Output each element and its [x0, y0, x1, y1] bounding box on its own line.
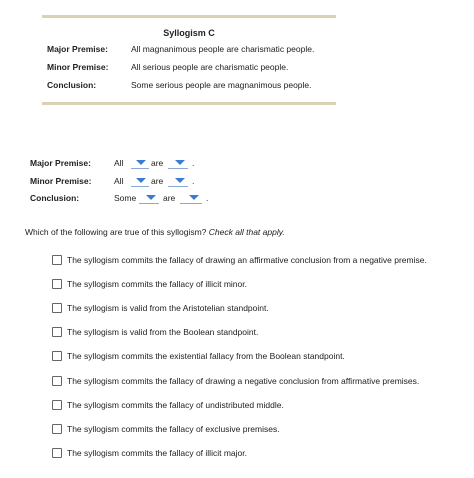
option-label: The syllogism commits the fallacy of illicit minor.: [67, 279, 247, 289]
option-checkbox[interactable]: [52, 376, 62, 386]
conclusion-subject-dropdown[interactable]: [139, 193, 159, 204]
chevron-down-icon: [136, 160, 146, 165]
form-major-copula: are: [151, 158, 164, 168]
conclusion-text: Some serious people are magnanimous people.: [131, 80, 312, 90]
major-premise-text: All magnanimous people are charismatic people.: [131, 44, 315, 54]
option-checkbox[interactable]: [52, 448, 62, 458]
form-minor-quantifier: All: [114, 176, 124, 186]
major-predicate-dropdown[interactable]: [168, 158, 188, 169]
minor-subject-dropdown[interactable]: [131, 176, 149, 187]
major-subject-dropdown[interactable]: [131, 158, 149, 169]
form-minor-label: Minor Premise:: [30, 176, 92, 186]
option-label: The syllogism commits the fallacy of undistributed middle.: [67, 400, 284, 410]
minor-premise-text: All serious people are charismatic people.: [131, 62, 289, 72]
chevron-down-icon: [136, 178, 146, 183]
option-checkbox[interactable]: [52, 279, 62, 289]
form-conclusion-period: .: [206, 193, 209, 203]
chevron-down-icon: [175, 178, 185, 183]
option-checkbox[interactable]: [52, 424, 62, 434]
form-minor-copula: are: [151, 176, 164, 186]
chevron-down-icon: [175, 160, 185, 165]
option-label: The syllogism commits the fallacy of exclusive premises.: [67, 424, 280, 434]
option-checkbox[interactable]: [52, 400, 62, 410]
form-minor-period: .: [192, 176, 195, 186]
option-label: The syllogism commits the existential fallacy from the Boolean standpoint.: [67, 351, 345, 361]
option-checkbox[interactable]: [52, 255, 62, 265]
option-label: The syllogism is valid from the Aristotelian standpoint.: [67, 303, 269, 313]
syllogism-title: Syllogism C: [163, 28, 215, 38]
option-checkbox[interactable]: [52, 327, 62, 337]
option-label: The syllogism is valid from the Boolean standpoint.: [67, 327, 259, 337]
form-conclusion-quantifier: Some: [114, 193, 137, 203]
chevron-down-icon: [146, 195, 156, 200]
form-conclusion-label: Conclusion:: [30, 193, 80, 203]
minor-predicate-dropdown[interactable]: [168, 176, 188, 187]
conclusion-predicate-dropdown[interactable]: [180, 193, 202, 204]
form-major-quantifier: All: [114, 158, 124, 168]
form-major-label: Major Premise:: [30, 158, 91, 168]
minor-premise-label: Minor Premise:: [47, 62, 109, 72]
conclusion-label: Conclusion:: [47, 80, 97, 90]
option-checkbox[interactable]: [52, 351, 62, 361]
option-checkbox[interactable]: [52, 303, 62, 313]
question-prompt: [25, 227, 285, 237]
option-label: The syllogism commits the fallacy of drawing an affirmative conclusion from a negative premise.: [67, 255, 427, 265]
question-text: Which of the following are true of this syllogism?: [25, 227, 207, 237]
form-major-period: .: [192, 158, 195, 168]
question-instruction: Check all that apply.: [208, 227, 285, 237]
major-premise-label: Major Premise:: [47, 44, 108, 54]
chevron-down-icon: [189, 195, 199, 200]
syllogism-box: [42, 15, 336, 105]
option-label: The syllogism commits the fallacy of drawing a negative conclusion from affirmative premises.: [67, 376, 420, 386]
form-conclusion-copula: are: [163, 193, 176, 203]
option-label: The syllogism commits the fallacy of illicit major.: [67, 448, 247, 458]
